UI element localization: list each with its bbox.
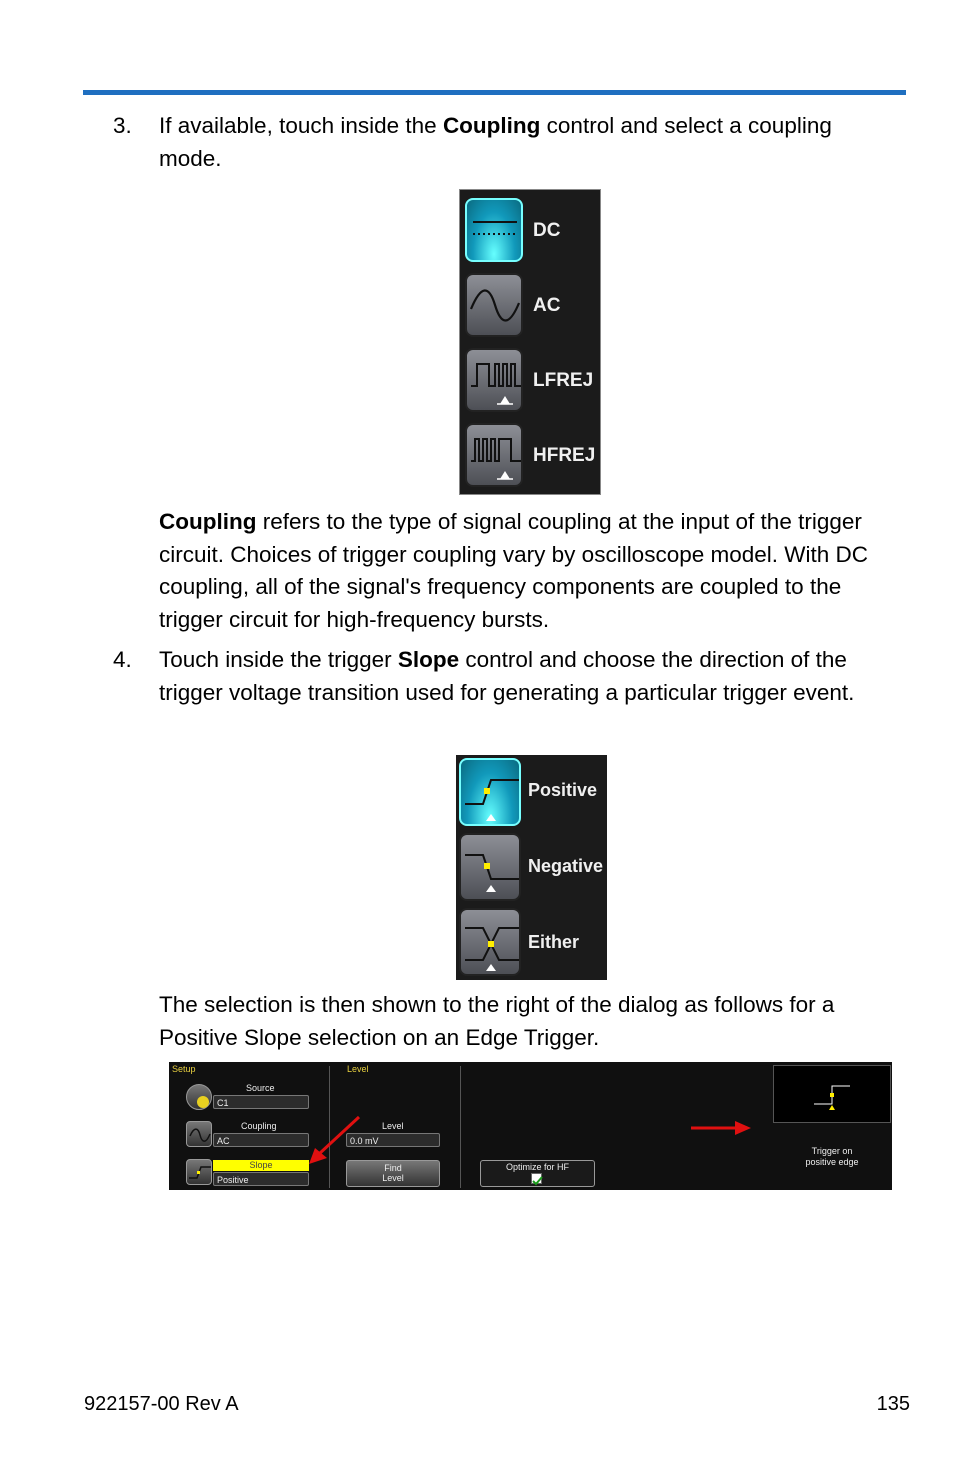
lfrej-button[interactable] — [465, 348, 523, 412]
red-arrow-icon — [689, 1118, 755, 1138]
slope-field[interactable]: Positive — [213, 1172, 309, 1186]
ac-coupling-icon — [467, 275, 525, 339]
page-number: 135 — [876, 1393, 910, 1415]
trigger-setup-dialog — [169, 1062, 892, 1190]
positive-slope-button[interactable] — [459, 758, 521, 826]
optimize-hf-label: Optimize for HF — [505, 1162, 569, 1172]
either-slope-button[interactable] — [459, 908, 521, 976]
lfrej-icon — [467, 350, 525, 414]
source-label: Source — [246, 1083, 275, 1093]
hfrej-icon — [467, 425, 525, 489]
hfrej-button[interactable] — [465, 423, 523, 487]
find-level-line1: Find — [384, 1163, 402, 1173]
trigger-preview — [773, 1065, 891, 1123]
checkmark-icon — [532, 1176, 543, 1187]
either-slope-icon — [461, 910, 523, 978]
ac-coupling-button[interactable] — [465, 273, 523, 337]
slope-label: Slope — [213, 1160, 309, 1171]
step-3-pre: If available, touch inside the — [159, 113, 443, 138]
coupling-panel — [459, 189, 601, 495]
red-arrow-icon — [299, 1112, 369, 1172]
source-icon-button[interactable] — [186, 1084, 212, 1110]
level-field[interactable]: 0.0 mV — [346, 1133, 440, 1147]
hfrej-label: HFREJ — [533, 445, 596, 466]
either-label: Either — [528, 932, 580, 952]
lfrej-label: LFREJ — [533, 370, 594, 391]
document-id: 922157-00 Rev A — [84, 1393, 239, 1415]
setup-section-label: Setup — [172, 1064, 196, 1074]
step-4-pre: Touch inside the trigger — [159, 647, 398, 672]
negative-label: Negative — [528, 856, 604, 876]
step-4-post: control and choose the direction of the trigger voltage transition used for generating a particular trigger event. — [159, 647, 855, 705]
ac-coupling-icon — [187, 1122, 213, 1148]
step-number: 3. — [113, 113, 132, 138]
positive-label: Positive — [528, 780, 598, 800]
source-field[interactable]: C1 — [213, 1095, 309, 1109]
divider — [460, 1066, 461, 1188]
positive-edge-icon — [774, 1066, 892, 1124]
find-level-line2: Level — [382, 1173, 404, 1183]
slope-panel — [456, 755, 607, 980]
positive-slope-icon — [461, 760, 523, 828]
optimize-hf-checkbox[interactable] — [531, 1173, 542, 1184]
coupling-label: Coupling — [241, 1121, 277, 1131]
dc-coupling-icon — [467, 200, 525, 264]
step-4-text — [159, 644, 904, 709]
positive-slope-icon — [187, 1160, 213, 1186]
step-3-bold: Coupling — [442, 113, 541, 138]
ac-label: AC — [533, 295, 561, 316]
header-rule — [83, 90, 906, 95]
coupling-description — [159, 506, 904, 636]
step-3-text — [159, 110, 899, 175]
step-number: 4. — [113, 647, 132, 672]
level-label: Level — [382, 1121, 404, 1131]
negative-slope-icon — [461, 835, 523, 903]
trigger-caption-line1: Trigger on — [811, 1146, 853, 1156]
selection-description: The selection is then shown to the right of the dialog as follows for a Positive Slope selection on an Edge Trigger. — [159, 992, 835, 1050]
coupling-icon-button[interactable] — [186, 1121, 212, 1147]
coupling-field[interactable]: AC — [213, 1133, 309, 1147]
step-3-post: control and select a coupling mode. — [159, 113, 832, 171]
level-section-label: Level — [347, 1064, 369, 1074]
trigger-caption-line2: positive edge — [805, 1157, 859, 1167]
probe-icon — [187, 1085, 213, 1111]
slope-icon-button[interactable] — [186, 1159, 212, 1185]
coupling-desc-bold: Coupling — [159, 509, 257, 534]
step-4-bold: Slope — [397, 647, 460, 672]
dc-coupling-button[interactable] — [465, 198, 523, 262]
negative-slope-button[interactable] — [459, 833, 521, 901]
coupling-desc-text: refers to the type of signal coupling at the input of the trigger circuit. Choices of trigger coupling vary by oscilloscope model. With DC coupling, all of the signal's frequency components are coupled to the trigger circuit for high-frequency bursts. — [159, 509, 869, 632]
dc-label: DC — [533, 220, 561, 241]
